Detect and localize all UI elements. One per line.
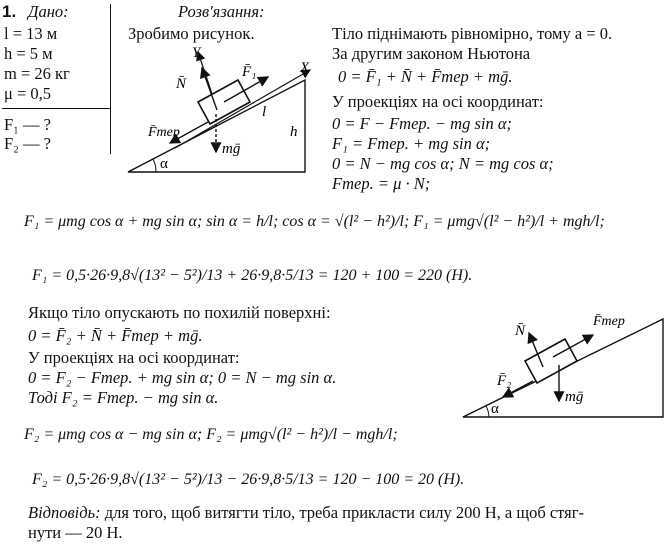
fig2-label-f2: F̄₂ [497, 373, 512, 389]
calc-f1: F₁ = 0,5·26·9,8√(13² − 5²)/13 + 26·9,8·5/13 = 120 + 100 = 220 (Н). [32, 267, 473, 284]
calc-f2: F₂ = 0,5·26·9,8√(13² − 5²)/13 − 26·9,8·5/13 = 120 − 100 = 20 (Н). [32, 471, 465, 488]
equation-line: 0 = F̄₁ + N̄ + F̄тер + mḡ. [338, 67, 513, 86]
fig1-label-l: l [262, 104, 267, 120]
answer-label: Відповідь: [28, 503, 101, 522]
text-line: За другим законом Ньютона [332, 44, 531, 63]
equation-line: Тоді F₂ = Fтер. − mg sin α. [28, 388, 219, 407]
draw-note: Зробимо рисунок. [128, 24, 255, 43]
fig2-label-alpha: α [491, 401, 499, 417]
given-item: μ = 0,5 [4, 84, 52, 103]
fig1-label-ftr: F̄тер [148, 125, 180, 140]
fig1-label-y: Y [192, 45, 201, 61]
equation-line: 0 = F − Fтер. − mg sin α; [332, 114, 513, 133]
answer-line [28, 503, 584, 522]
given-divider-vertical [110, 4, 111, 154]
formula-f1: F₁ = μmg cos α + mg sin α; sin α = h/l; cos α = √(l² − h²)/l; F₁ = μmg√(l² − h²)/l + mgh/l; [24, 213, 605, 230]
fig1-label-f1: F̄₁ [242, 64, 257, 80]
text-line: У проекціях на осі координат: [28, 348, 240, 367]
equation-line: 0 = F₂ − Fтер. + mg sin α; 0 = N − mg sin α. [28, 368, 337, 387]
incline-figure-2 [455, 305, 667, 422]
equation-line: F₁ = Fтер. + mg sin α; [332, 134, 491, 153]
given-item: l = 13 м [4, 24, 58, 43]
answer-text: для того, щоб витягти тіло, треба прикласти силу 200 Н, а щоб стяг- [104, 503, 585, 522]
problem-number: 1. [2, 2, 17, 21]
fig2-label-mg: mḡ [565, 389, 584, 405]
unknown-item: F₂ — ? [4, 134, 52, 153]
incline-figure-1 [120, 40, 325, 178]
solution-heading: Розв'язання: [178, 2, 265, 21]
given-item: m = 26 кг [4, 64, 70, 83]
formula-f2: F₂ = μmg cos α − mg sin α; F₂ = μmg√(l² − h²)/l − mgh/l; [24, 426, 398, 443]
fig2-label-n: N̄ [515, 323, 526, 339]
fig2-label-ftr: F̄тер [593, 314, 625, 329]
fig1-label-h: h [290, 124, 298, 140]
fig1-label-mg: mḡ [222, 141, 241, 157]
equation-line: 0 = N − mg cos α; N = mg cos α; [332, 154, 554, 173]
fig1-label-n: N̄ [176, 76, 187, 92]
given-item: h = 5 м [4, 44, 53, 63]
fig1-label-x: X [300, 60, 310, 76]
text-line: У проекціях на осі координат: [332, 92, 544, 111]
fig1-label-alpha: α [160, 156, 168, 172]
given-divider-horizontal [2, 108, 110, 109]
equation-line: 0 = F̄₂ + N̄ + F̄тер + mḡ. [28, 326, 203, 345]
unknown-item: F₁ — ? [4, 115, 52, 134]
text-line: Тіло піднімають рівномірно, тому a = 0. [332, 24, 613, 43]
equation-line: Fтер. = μ · N; [332, 174, 431, 193]
descend-intro: Якщо тіло опускають по похилій поверхні: [28, 303, 331, 322]
answer-text-continued: нути — 20 Н. [28, 523, 123, 542]
given-heading: Дано: [28, 2, 69, 21]
